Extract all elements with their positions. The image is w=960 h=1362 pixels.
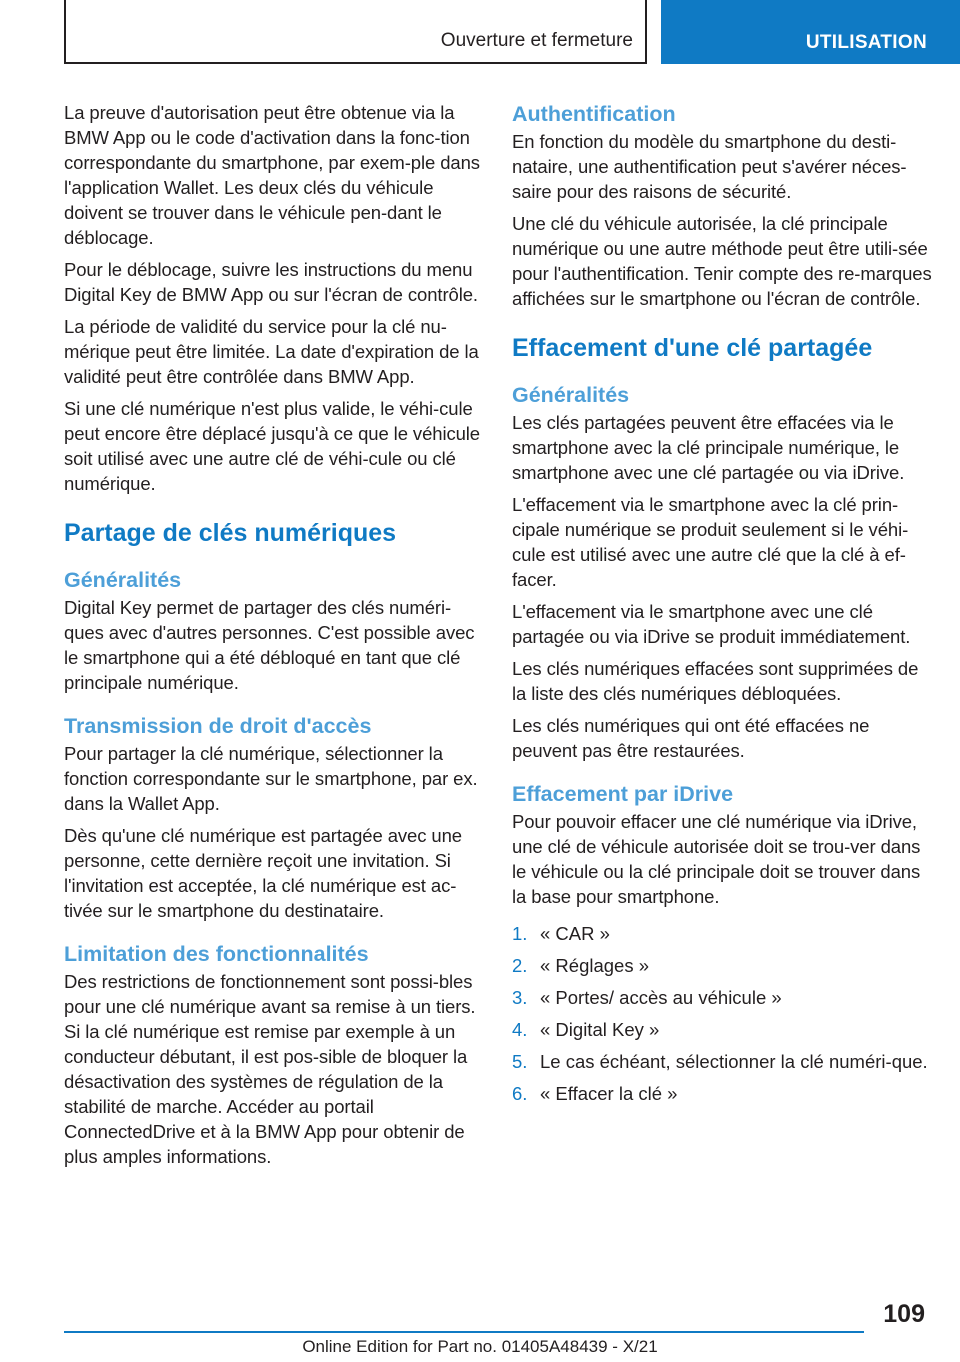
step-item [512, 953, 932, 978]
paragraph: Une clé du véhicule autorisée, la clé principale numérique ou une autre méthode peut être utili-sée pour l'authentification. Tenir compte des re-marques affichées sur le smartphone ou l'écran de contrôle. [512, 213, 932, 309]
footer-divider [64, 1331, 864, 1333]
left-column [64, 100, 484, 1176]
subheading-authentification: Authentification [512, 102, 676, 126]
step-number: 3. [512, 987, 528, 1008]
paragraph: En fonction du modèle du smartphone du desti-nataire, une authentification peut s'avérer néces-saire pour des raisons de sécurité. [512, 131, 907, 202]
footer-edition: Online Edition for Part no. 01405A48439 - X/21 [302, 1337, 658, 1356]
header-section-title: Ouverture et fermeture [440, 30, 633, 51]
step-text: « CAR » [540, 923, 610, 944]
subheading-effacement-idrive: Effacement par iDrive [512, 782, 734, 806]
step-number: 4. [512, 1019, 528, 1040]
paragraph: La preuve d'autorisation peut être obtenue via la BMW App ou le code d'activation dans la fonc-tion correspondante du smartphone, par exem-ple dans l'application Wallet. Les deux clés du véhicule doivent se trouver dans le véhicule pen-dant le déblocage. [64, 102, 480, 248]
right-column [512, 100, 932, 1113]
step-item [512, 921, 932, 946]
step-text: « Effacer la clé » [540, 1083, 678, 1104]
paragraph: Dès qu'une clé numérique est partagée avec une personne, cette dernière reçoit une invitation. Si l'invitation est acceptée, la clé numérique est ac-tivée sur le smartphone du destinataire. [64, 825, 462, 921]
step-text: Le cas échéant, sélectionner la clé numéri-que. [540, 1051, 928, 1072]
paragraph: Si une clé numérique n'est plus valide, le véhi-cule peut encore être déplacé jusqu'à ce que le véhicule soit utilisé avec une autre clé de véhi-cule ou clé numérique. [64, 398, 481, 494]
paragraph: Pour partager la clé numérique, sélectionner la fonction correspondante sur le smartphone, par ex. dans la Wallet App. [64, 743, 478, 814]
paragraph: Les clés partagées peuvent être effacées via le smartphone avec la clé principale numérique, le smartphone avec une clé partagée ou via iDrive. [512, 412, 905, 483]
paragraph: L'effacement via le smartphone avec la clé prin-cipale numérique se produit seulement si le véhi-cule est utilisé avec une autre clé que la clé à ef-facer. [512, 494, 909, 590]
paragraph: Les clés numériques qui ont été effacées ne peuvent pas être restaurées. [512, 715, 870, 761]
paragraph: Pour pouvoir effacer une clé numérique via iDrive, une clé de véhicule autorisée doit se trou-ver dans le véhicule ou la clé principale doit se trouver dans la base pour smartphone. [512, 811, 921, 907]
header-section-box [64, 0, 647, 64]
subheading-generalites: Généralités [64, 568, 182, 592]
step-item [512, 1049, 932, 1074]
header-chapter-title: UTILISATION [805, 32, 927, 53]
step-text: « Portes/ accès au véhicule » [540, 987, 782, 1008]
header-chapter-tab [661, 0, 960, 64]
subheading-limitation: Limitation des fonctionnalités [64, 942, 369, 966]
paragraph: Des restrictions de fonctionnement sont possi-bles pour une clé numérique avant sa remise à un tiers. Si la clé numérique est remise par exemple à un conducteur débutant, il est pos-sible de bloquer la désactivation des systèmes de régulation de la stabilité de marche. Accéder au portail ConnectedDrive et à la BMW App pour obtenir de plus amples informations. [64, 971, 476, 1167]
step-item [512, 985, 932, 1010]
paragraph: La période de validité du service pour la clé nu-mérique peut être limitée. La date d'expiration de la validité peut être contrôlée dans BMW App. [64, 316, 479, 387]
step-text: « Réglages » [540, 955, 650, 976]
step-item [512, 1081, 932, 1106]
step-number: 6. [512, 1083, 528, 1104]
paragraph: Les clés numériques effacées sont supprimées de la liste des clés numériques débloquées. [512, 658, 919, 704]
step-text: « Digital Key » [540, 1019, 660, 1040]
heading-effacement: Effacement d'une clé partagée [512, 334, 873, 362]
paragraph: Pour le déblocage, suivre les instructions du menu Digital Key de BMW App ou sur l'écran de contrôle. [64, 259, 478, 305]
heading-partage: Partage de clés numériques [64, 519, 397, 547]
step-number: 2. [512, 955, 528, 976]
paragraph: L'effacement via le smartphone avec une clé partagée ou via iDrive se produit immédiatement. [512, 601, 911, 647]
page-number: 109 [883, 1300, 925, 1328]
step-number: 5. [512, 1051, 528, 1072]
subheading-generalites: Généralités [512, 383, 630, 407]
step-number: 1. [512, 923, 528, 944]
step-item [512, 1017, 932, 1042]
paragraph: Digital Key permet de partager des clés numéri-ques avec d'autres personnes. C'est possible avec le smartphone qui a été débloqué en tant que clé principale numérique. [64, 597, 475, 693]
steps-list [512, 921, 932, 1106]
subheading-transmission: Transmission de droit d'accès [64, 714, 372, 738]
